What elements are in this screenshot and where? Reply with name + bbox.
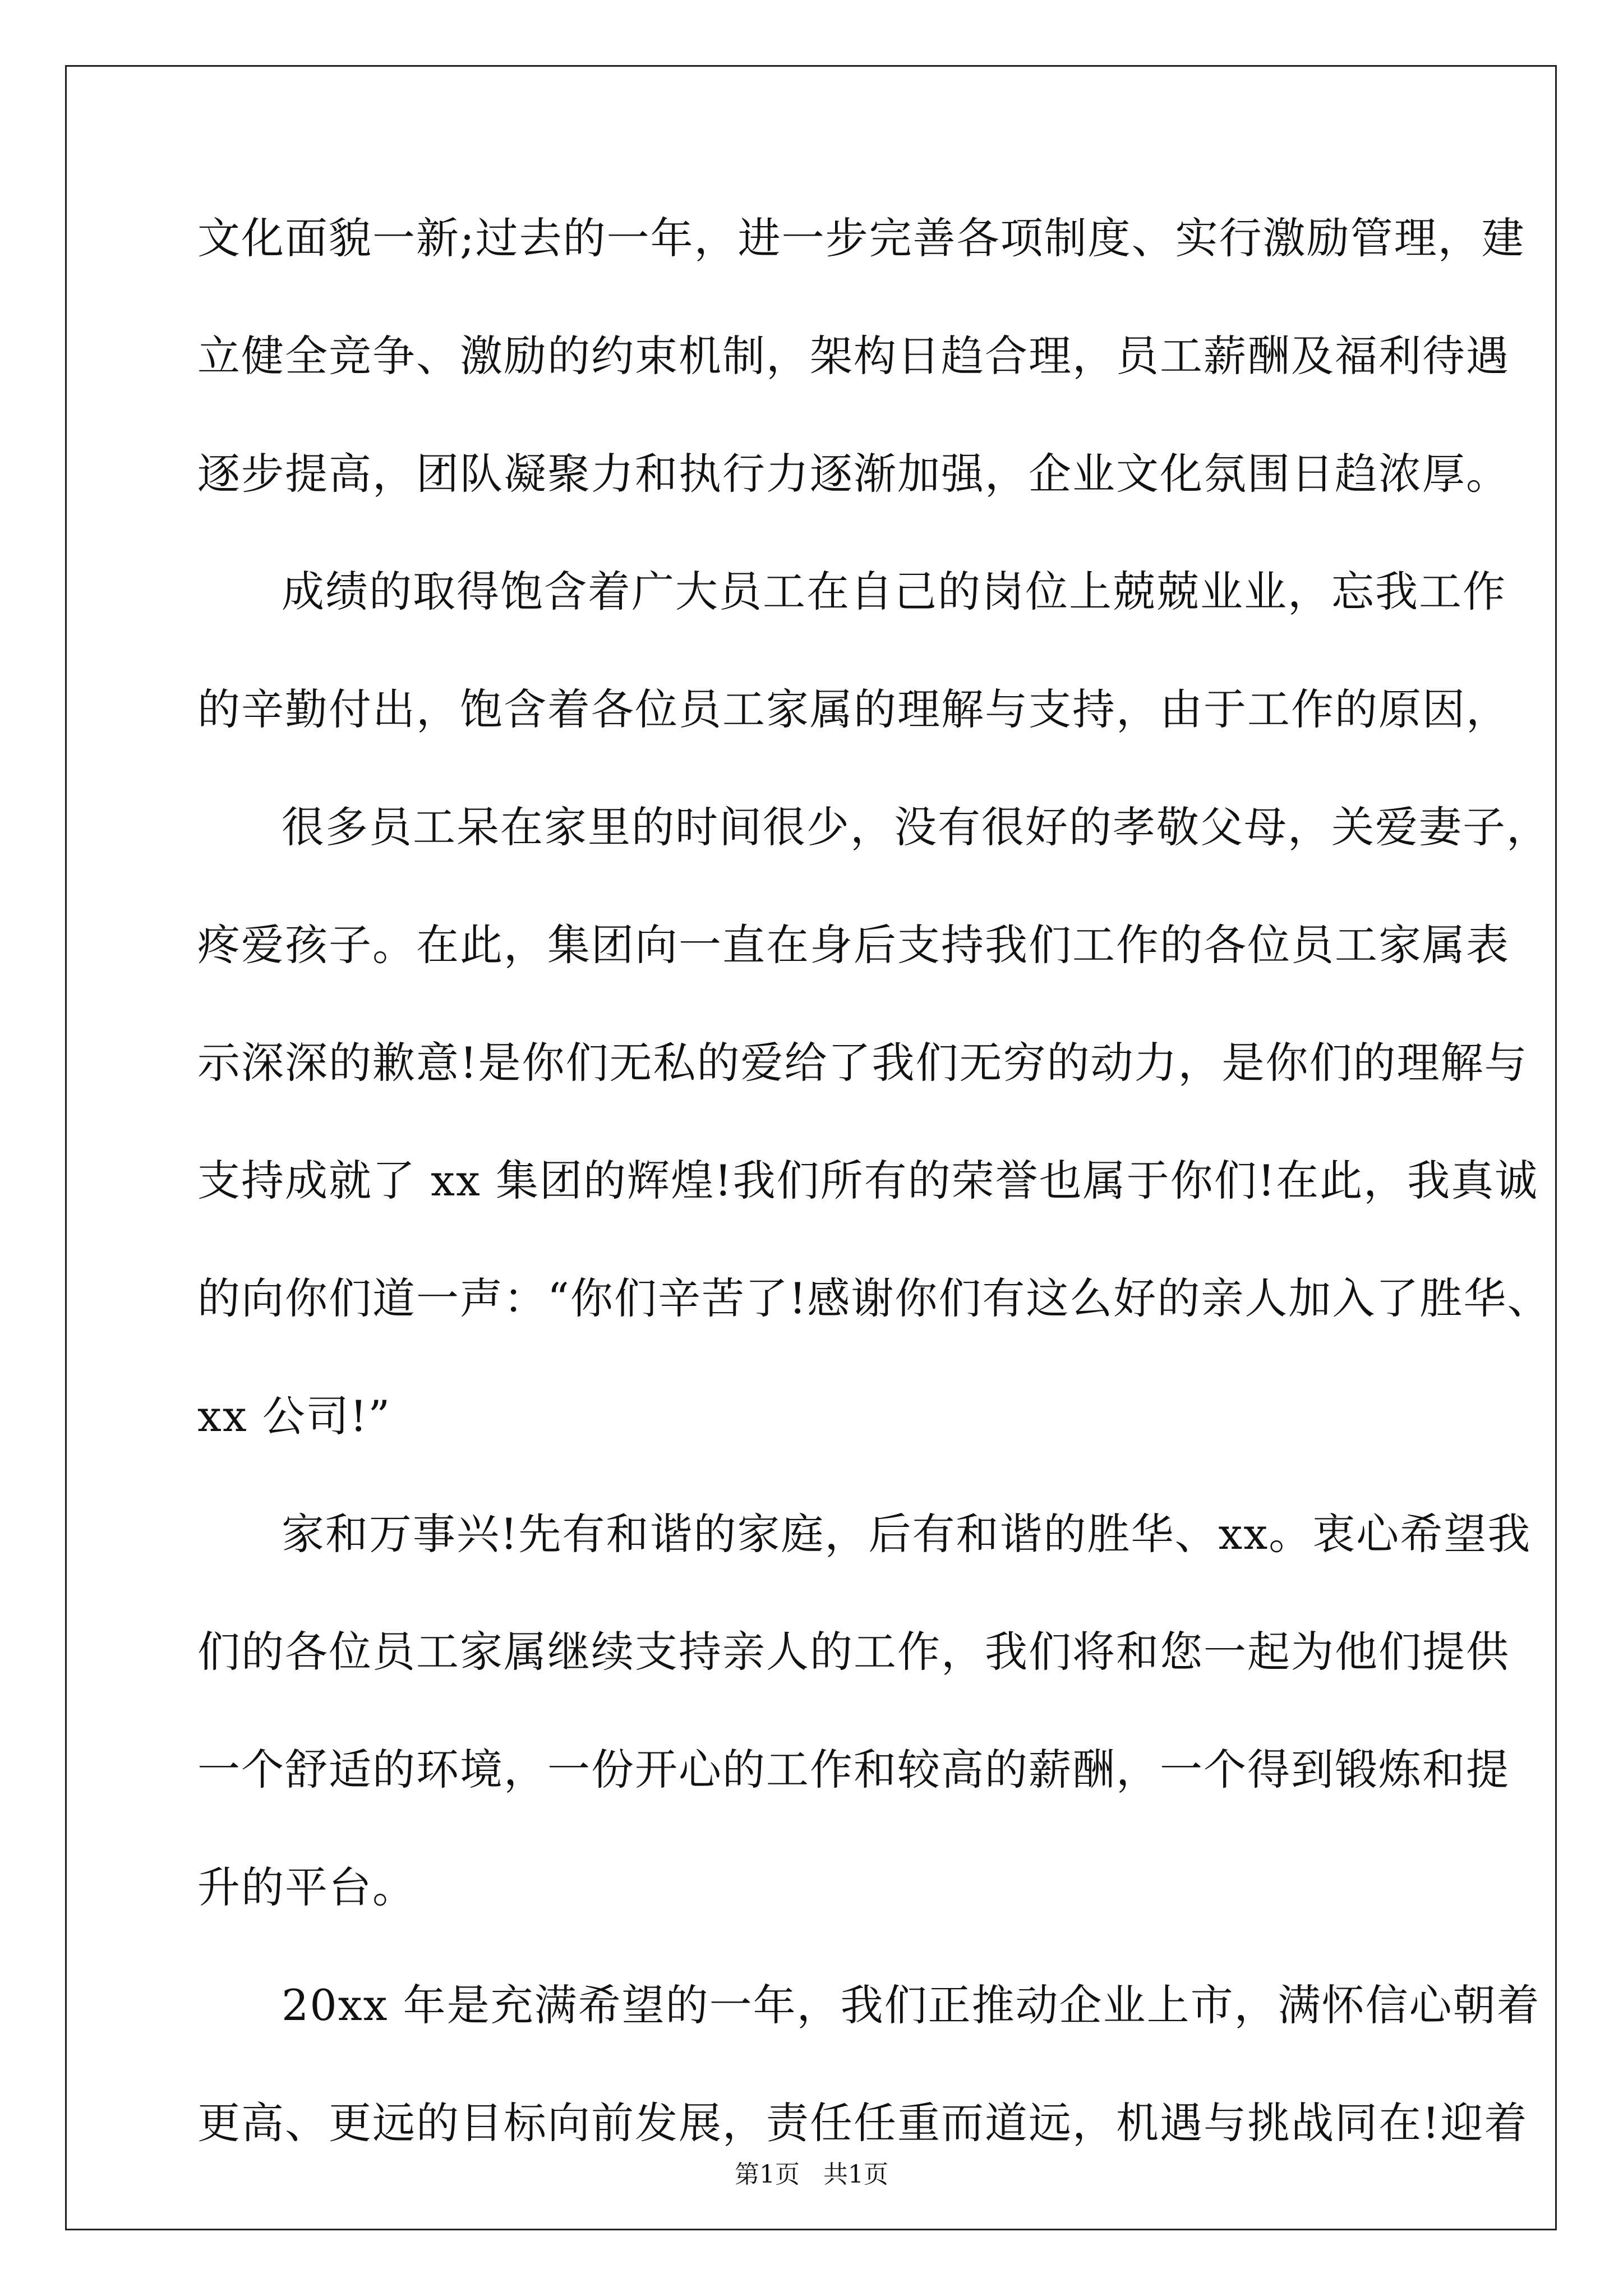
- paragraph-start-line: 20xx 年是充满希望的一年，我们正推动企业上市，满怀信心朝着: [282, 1980, 1541, 2030]
- page-footer: [0, 2161, 1623, 2189]
- body-line: 立健全竞争、激励的约束机制，架构日趋合理，员工薪酬及福利待遇: [197, 331, 1510, 381]
- body-line: 一个舒适的环境，一份开心的工作和较高的薪酬，一个得到锻炼和提: [197, 1745, 1510, 1795]
- body-line: 们的各位员工家属继续支持亲人的工作，我们将和您一起为他们提供: [197, 1627, 1510, 1677]
- paragraph-start-line: 家和万事兴!先有和谐的家庭，后有和谐的胜华、xx。衷心希望我: [282, 1509, 1532, 1559]
- paragraph-start-line: 成绩的取得饱含着广大员工在自己的岗位上兢兢业业，忘我工作: [282, 567, 1506, 616]
- body-line: 的向你们道一声：“你们辛苦了!感谢你们有这么好的亲人加入了胜华、: [197, 1273, 1551, 1323]
- body-line: 支持成就了 xx 集团的辉煌!我们所有的荣誉也属于你们!在此，我真诚: [197, 1156, 1539, 1205]
- body-line: 示深深的歉意!是你们无私的爱给了我们无穷的动力，是你们的理解与: [197, 1038, 1528, 1088]
- body-line: xx 公司!”: [197, 1391, 391, 1441]
- page-total: 共1页: [823, 2160, 888, 2189]
- body-line: 疼爱孩子。在此，集团向一直在身后支持我们工作的各位员工家属表: [197, 920, 1510, 970]
- body-line: 更高、更远的目标向前发展，责任任重而道远，机遇与挑战同在!迎着: [197, 2098, 1528, 2148]
- body-line: 升的平台。: [197, 1862, 416, 1912]
- body-line: 逐步提高，团队凝聚力和执行力逐渐加强，企业文化氛围日趋浓厚。: [197, 449, 1510, 499]
- document-body: [197, 213, 1551, 2216]
- paragraph-start-line: 很多员工呆在家里的时间很少，没有很好的孝敬父母，关爱妻子，: [282, 802, 1550, 852]
- body-line: 的辛勤付出，饱含着各位员工家属的理解与支持，由于工作的原因，: [197, 684, 1510, 734]
- page-number: 第1页: [735, 2160, 800, 2189]
- body-line: 文化面貌一新;过去的一年，进一步完善各项制度、实行激励管理，建: [197, 213, 1525, 263]
